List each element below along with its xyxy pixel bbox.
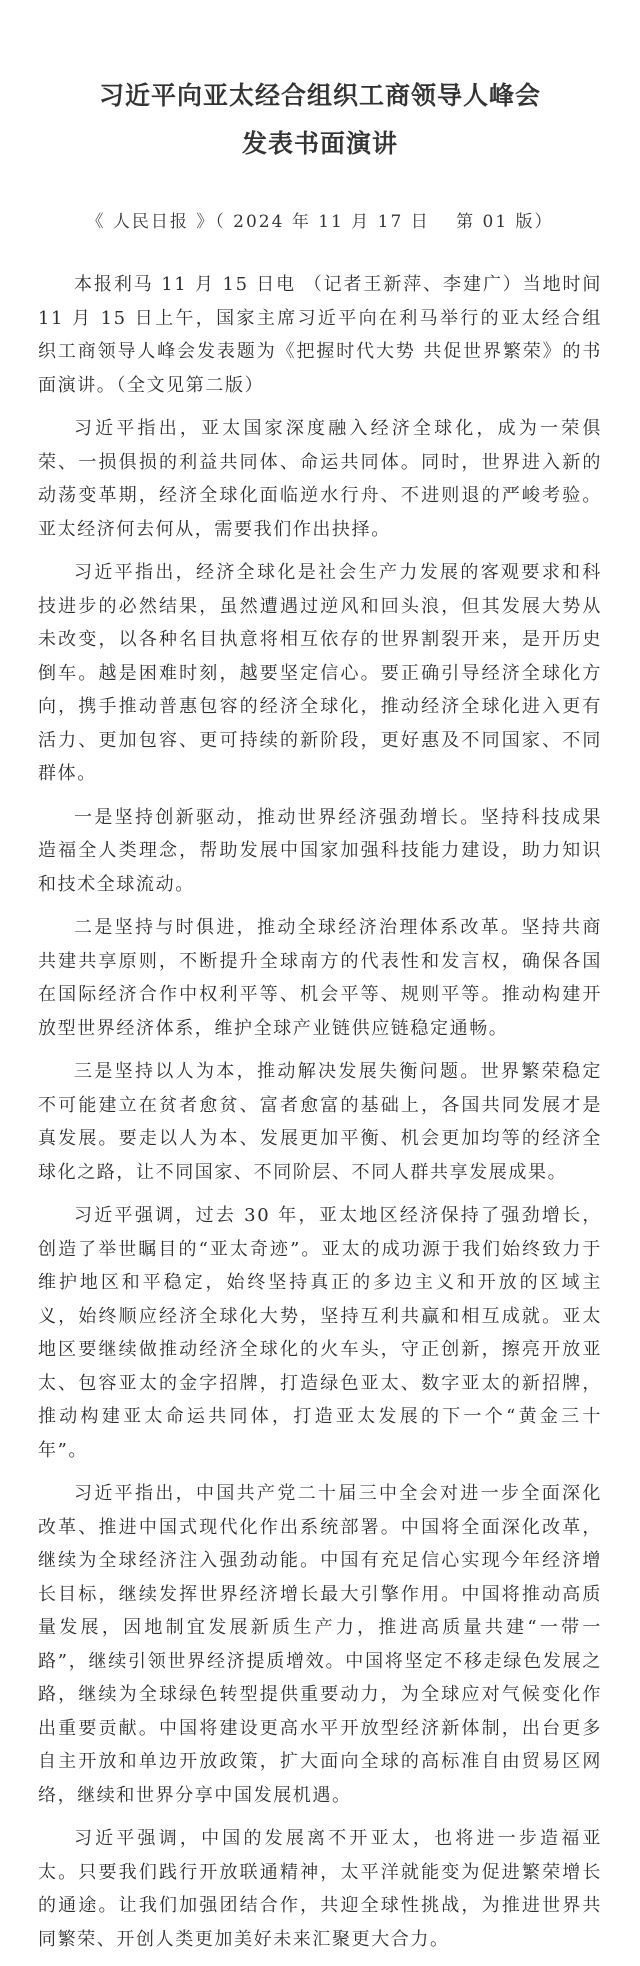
paragraph-4: 一是坚持创新驱动，推动世界经济强劲增长。坚持科技成果造福全人类理念，帮助发展中国家加强科技能力建设，助力知识和技术全球流动。: [38, 806, 602, 895]
headline-line-1: 习近平向亚太经合组织工商领导人峰会: [98, 81, 541, 110]
paragraph-9: 习近平强调，中国的发展离不开亚太，也将进一步造福亚太。只要我们践行开放联通精神，太平洋就能变为促进繁荣增长的通途。让我们加强团结合作，共迎全球性挑战，为推进世界共同繁荣、开创人类更加美好未来汇聚更大合力。: [38, 1828, 602, 1950]
paragraph-8: 习近平指出，中国共产党二十届三中全会对进一步全面深化改革、推进中国式现代化作出系统部署。中国将全面深化改革，继续为全球经济注入强劲动能。中国有充足信心实现今年经济增长目标，继续发挥世界经济增长最大引擎作用。中国将推动高质量发展，因地制宜发展新质生产力，推进高质量共建“一带一路”，继续引领世界经济提质增效。中国将坚定不移走绿色发展之路，继续为全球绿色转型提供重要动力，为全球应对气候变化作出重要贡献。中国将建设更高水平开放型经济新体制，出台更多自主开放和单边开放政策，扩大面向全球的高标准自由贸易区网络，继续和世界分享中国发展机遇。: [38, 1483, 602, 1806]
paragraph-1: 本报利马 11 月 15 日电 （记者王新萍、李建广）当地时间 11 月 15 日上午，国家主席习近平向在利马举行的亚太经合组织工商领导人峰会发表题为《把握时代大势 共促世界繁荣》的书面演讲。（全文见第二版）: [38, 274, 602, 396]
paragraph-3: 习近平指出，经济全球化是社会生产力发展的客观要求和科技进步的必然结果，虽然遭遇过逆风和回头浪，但其发展大势从未改变，以各种名目执意将相互依存的世界割裂开来，是开历史倒车。越是困难时刻，越要坚定信心。要正确引导经济全球化方向，携手推动普惠包容的经济全球化，推动经济全球化进入更有活力、更加包容、更可持续的新阶段，更好惠及不同国家、不同群体。: [38, 562, 602, 784]
paragraph-7: 习近平强调，过去 30 年，亚太地区经济保持了强劲增长，创造了举世瞩目的“亚太奇迹”。亚太的成功源于我们始终致力于维护地区和平稳定，始终坚持真正的多边主义和开放的区域主义，始终顺应经济全球化大势，坚持互利共赢和相互成就。亚太地区要继续做推动经济全球化的火车头，守正创新，擦亮开放亚太、包容亚太的金字招牌，打造绿色亚太、数字亚太的新招牌，推动构建亚太命运共同体，打造亚太发展的下一个“黄金三十年”。: [38, 1205, 602, 1461]
paragraph-6: 三是坚持以人为本，推动解决发展失衡问题。世界繁荣稳定不可能建立在贫者愈贫、富者愈富的基础上，各国共同发展才是真发展。要走以人为本、发展更加平衡、机会更加均等的经济全球化之路，让不同国家、不同阶层、不同人群共享发展成果。: [38, 1061, 602, 1183]
paragraph-5: 二是坚持与时俱进，推动全球经济治理体系改革。坚持共商共建共享原则，不断提升全球南方的代表性和发言权，确保各国在国际经济合作中权利平等、机会平等、规则平等。推动构建开放型世界经济体系，维护全球产业链供应链稳定通畅。: [38, 917, 602, 1039]
article-body: [38, 268, 602, 1966]
source-line: 《 人民日报 》（ 2024 年 11 月 17 日 第 01 版）: [86, 212, 554, 232]
headline-line-2: 发表书面演讲: [241, 129, 398, 158]
paragraph-2: 习近平指出，亚太国家深度融入经济全球化，成为一荣俱荣、一损俱损的利益共同体、命运共同体。同时，世界进入新的动荡变革期，经济全球化面临逆水行舟、不进则退的严峻考验。亚太经济何去何从，需要我们作出抉择。: [38, 418, 602, 540]
